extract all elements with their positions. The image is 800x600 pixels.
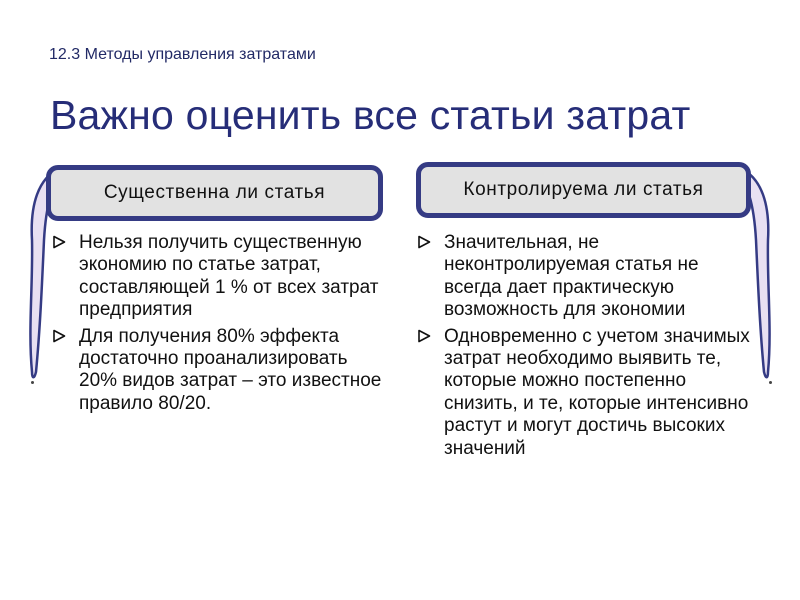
left-dot-marker bbox=[31, 381, 34, 384]
hollow-triangle-bullet-icon bbox=[52, 235, 66, 249]
list-item bbox=[417, 326, 757, 460]
hollow-triangle-bullet-icon bbox=[417, 329, 431, 343]
slide-title: Важно оценить все статьи затрат bbox=[50, 92, 691, 138]
list-item-text: Для получения 80% эффекта достаточно проанализировать 20% видов затрат – это известное правило 80/20. bbox=[79, 325, 382, 414]
slide-subtitle: 12.3 Методы управления затратами bbox=[49, 46, 316, 63]
list-item-text: Значительная, не неконтролируемая статья не всегда дает практическую возможность для экономии bbox=[444, 232, 699, 321]
hollow-triangle-bullet-icon bbox=[52, 329, 66, 343]
list-item-text: Одновременно с учетом значимых затрат необходимо выявить те, которые можно постепенно снизить, и те, которые интенсивно растут и могут достичь высоких значений bbox=[444, 325, 750, 459]
right-dot-marker bbox=[769, 381, 772, 384]
header-controllability: Контролируема ли статья bbox=[416, 162, 751, 218]
header-significance: Существенна ли статья bbox=[46, 165, 383, 221]
list-item bbox=[52, 326, 382, 416]
right-bullet-list bbox=[417, 232, 757, 464]
list-item-text: Нельзя получить существенную экономию по статье затрат, составляющей 1 % от всех затрат предприятия bbox=[79, 232, 379, 321]
list-item bbox=[417, 232, 757, 322]
left-bullet-list bbox=[52, 232, 382, 419]
hollow-triangle-bullet-icon bbox=[417, 235, 431, 249]
list-item bbox=[52, 232, 382, 322]
